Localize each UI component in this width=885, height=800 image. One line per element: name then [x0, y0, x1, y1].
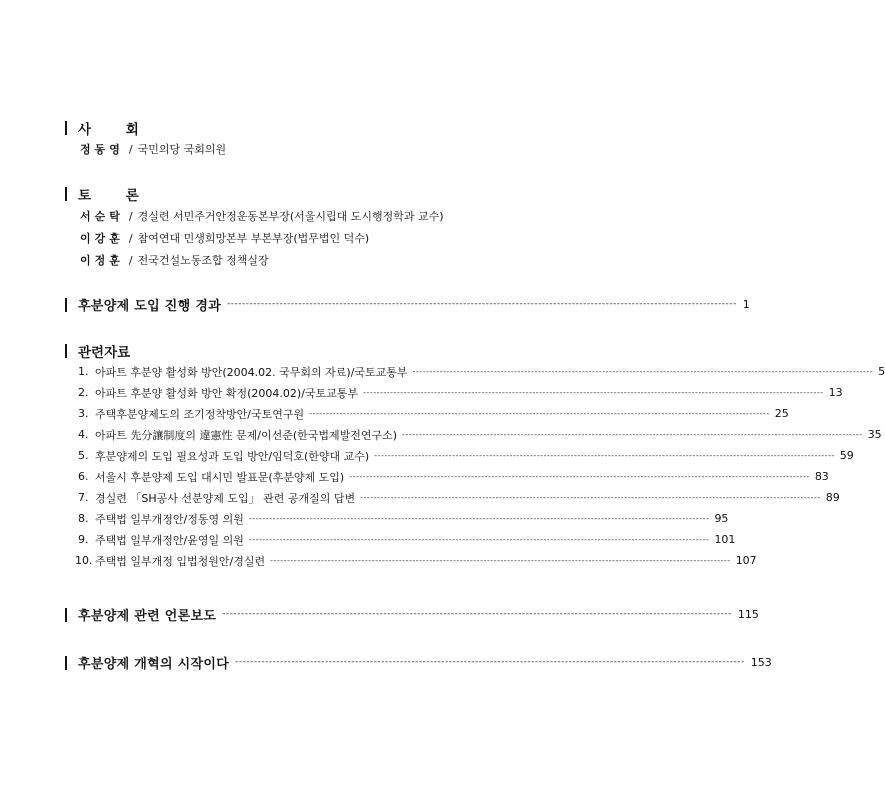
- person-name: 정동영: [80, 143, 124, 156]
- item-text: 주택후분양제도의 조기정착방안/국토연구원: [95, 407, 305, 421]
- toc-leader: ----------------------------------------------------------------------------------------------------------------------------------------: [222, 609, 732, 619]
- list-item[interactable]: 6. 서울시 후분양제 도입 대시민 발표문(후분양제 도입) ---------------------------------------------------------------------------------------------------------------------------------------- 83: [78, 470, 829, 484]
- toc-leader: ----------------------------------------------------------------------------------------------------------------------------------------: [363, 387, 824, 397]
- item-page: 59: [839, 449, 854, 462]
- list-item[interactable]: 5. 후분양제의 도입 필요성과 도입 방안/임덕호(한양대 교수) ---------------------------------------------------------------------------------------------------------------------------------------- 59: [78, 449, 854, 463]
- toc-entry-press[interactable]: [65, 605, 759, 624]
- item-text: 주택법 일부개정안/정동영 의원: [95, 512, 244, 526]
- list-item[interactable]: 4. 아파트 先分讓制度의 違憲性 문제/이선준(한국법제발전연구소) ---------------------------------------------------------------------------------------------------------------------------------------- 35: [78, 428, 882, 442]
- toc-page: 153: [750, 656, 772, 669]
- item-page: 25: [774, 407, 789, 420]
- item-page: 107: [735, 554, 757, 567]
- panelist-entry: 서순탁 / 경실련 서민주거안정운동본부장(서울시립대 도시행정학과 교수): [80, 210, 444, 223]
- list-item[interactable]: 7. 경실련 「SH공사 선분양제 도입」 관련 공개질의 답변 ---------------------------------------------------------------------------------------------------------------------------------------- 89: [78, 491, 840, 505]
- heading-bar: [65, 608, 67, 622]
- panelist-entry: 이정훈 / 전국건설노동조합 정책실장: [80, 254, 269, 267]
- toc-leader: ----------------------------------------------------------------------------------------------------------------------------------------: [309, 408, 770, 418]
- item-page: 95: [714, 512, 729, 525]
- person-name: 이강훈: [80, 232, 124, 245]
- toc-leader: ----------------------------------------------------------------------------------------------------------------------------------------: [360, 492, 821, 502]
- item-text: 후분양제의 도입 필요성과 도입 방안/임덕호(한양대 교수): [95, 449, 370, 463]
- person-title: 국민의당 국회의원: [137, 143, 227, 156]
- item-page: 13: [828, 386, 843, 399]
- moderator-heading-text: 사 회: [78, 122, 154, 138]
- materials-list: [75, 361, 885, 571]
- heading-bar: [65, 121, 67, 135]
- discussion-heading-text: 토 론: [78, 188, 154, 204]
- list-item[interactable]: 9. 주택법 일부개정안/윤영일 의원 ---------------------------------------------------------------------------------------------------------------------------------------- 101: [78, 533, 736, 547]
- item-page: 101: [714, 533, 736, 546]
- toc-title: 후분양제 개혁의 시작이다: [78, 657, 230, 672]
- toc-leader: ----------------------------------------------------------------------------------------------------------------------------------------: [374, 450, 835, 460]
- toc-leader: ----------------------------------------------------------------------------------------------------------------------------------------: [270, 555, 731, 565]
- heading-bar: [65, 187, 67, 201]
- toc-leader: ----------------------------------------------------------------------------------------------------------------------------------------: [402, 429, 863, 439]
- person-name: 이정훈: [80, 254, 124, 267]
- item-page: 89: [825, 491, 840, 504]
- item-page: 35: [867, 428, 882, 441]
- item-text: 서울시 후분양제 도입 대시민 발표문(후분양제 도입): [95, 470, 345, 484]
- toc-page: 1: [742, 298, 750, 311]
- heading-bar: [65, 344, 67, 358]
- item-text: 주택법 일부개정안/윤영일 의원: [95, 533, 244, 547]
- item-text: 아파트 先分讓制度의 違憲性 문제/이선준(한국법제발전연구소): [95, 428, 398, 442]
- person-name: 서순탁: [80, 210, 124, 223]
- toc-leader: ----------------------------------------------------------------------------------------------------------------------------------------: [248, 513, 710, 523]
- item-text: 경실련 「SH공사 선분양제 도입」 관련 공개질의 답변: [95, 491, 356, 505]
- toc-leader: ----------------------------------------------------------------------------------------------------------------------------------------: [227, 299, 737, 309]
- toc-title: 후분양제 도입 진행 경과: [78, 299, 222, 314]
- list-item[interactable]: 3. 주택후분양제도의 조기정착방안/국토연구원 ---------------------------------------------------------------------------------------------------------------------------------------- 25: [78, 407, 789, 421]
- list-item[interactable]: 1. 아파트 후분양 활성화 방안(2004.02. 국무회의 자료)/국토교통부 ---------------------------------------------------------------------------------------------------------------------------------------- 5: [78, 365, 885, 379]
- toc-leader: ----------------------------------------------------------------------------------------------------------------------------------------: [248, 534, 710, 544]
- moderator-heading: [65, 118, 154, 138]
- materials-heading-text: 관련자료: [78, 345, 131, 361]
- toc-title: 후분양제 관련 언론보도: [78, 609, 217, 624]
- person-title: 참여연대 민생희망본부 부본부장(법무법인 덕수): [137, 232, 370, 245]
- toc-leader: ----------------------------------------------------------------------------------------------------------------------------------------: [412, 366, 874, 376]
- toc-entry-progress[interactable]: [65, 295, 750, 314]
- toc-leader: ----------------------------------------------------------------------------------------------------------------------------------------: [235, 657, 745, 667]
- list-item[interactable]: 10. 주택법 일부개정 입법청원안/경실련 ---------------------------------------------------------------------------------------------------------------------------------------- 107: [75, 554, 757, 568]
- toc-entry-reform[interactable]: [65, 653, 772, 672]
- toc-page: 115: [737, 608, 759, 621]
- materials-heading: [65, 341, 130, 361]
- list-item[interactable]: 2. 아파트 후분양 활성화 방안 확정(2004.02)/국토교통부 ---------------------------------------------------------------------------------------------------------------------------------------- 13: [78, 386, 843, 400]
- toc-leader: ----------------------------------------------------------------------------------------------------------------------------------------: [349, 471, 810, 481]
- person-title: 경실련 서민주거안정운동본부장(서울시립대 도시행정학과 교수): [137, 210, 444, 223]
- discussion-heading: [65, 184, 154, 204]
- item-text: 아파트 후분양 활성화 방안 확정(2004.02)/국토교통부: [95, 386, 359, 400]
- item-text: 아파트 후분양 활성화 방안(2004.02. 국무회의 자료)/국토교통부: [95, 365, 408, 379]
- heading-bar: [65, 656, 67, 670]
- item-page: 5: [878, 365, 885, 378]
- person-title: 전국건설노동조합 정책실장: [137, 254, 269, 267]
- moderator-entry: 정동영 / 국민의당 국회의원: [80, 143, 227, 156]
- list-item[interactable]: 8. 주택법 일부개정안/정동영 의원 ---------------------------------------------------------------------------------------------------------------------------------------- 95: [78, 512, 729, 526]
- heading-bar: [65, 298, 67, 312]
- panelist-entry: 이강훈 / 참여연대 민생희망본부 부본부장(법무법인 덕수): [80, 232, 370, 245]
- item-page: 83: [814, 470, 829, 483]
- item-text: 주택법 일부개정 입법청원안/경실련: [95, 554, 266, 568]
